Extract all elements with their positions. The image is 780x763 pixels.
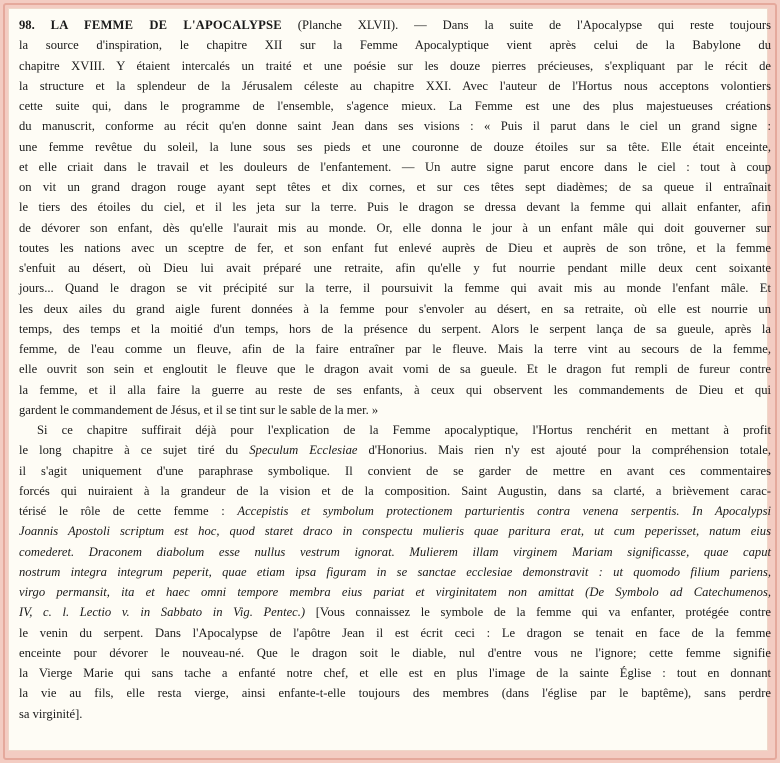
paragraph-1-line: s'enfuit au désert, où Dieu lui avait préparé une retraite, afin qu'elle y fut nourrie pendant mille deux cent soixante [19,261,771,275]
heading-line [19,15,771,35]
paragraph-2-line: la Vierge Marie qui sans tache a enfanté notre chef, et elle est en plus l'image de la sainte Église : tout en donnant [19,666,771,680]
latin-quote-line: Joannis Apostoli scriptum est hoc, quod staret draco in conspectu mulieris quae paritura erat, ut cum peperisset, natum eius [19,524,771,539]
paragraph-1-line: une femme revêtue du soleil, la lune sous ses pieds et une couronne de douze étoiles sur sa tête. Elle était enceinte, [19,139,771,154]
paragraph-2-line [19,602,771,622]
paragraph-1-line: du manuscrit, conforme au récit qu'en donne saint Jean dans ses visions : « Puis il parut dans le ciel un grand signe : [19,119,771,134]
paragraph-1-line: le tiers des étoiles du ciel, et il les jeta sur la terre. Puis le dragon se dressa devant la femme qui allait enfanter, afin [19,200,771,215]
paragraph-1-line: on vit un grand dragon rouge ayant sept têtes et dix cornes, et sur ces têtes sept diadèmes; de sa queue il entraînait [19,180,771,194]
paragraph-1-line: gardent le commandement de Jésus, et il se tint sur le sable de la mer. » [19,402,379,417]
paragraph-1-line: femme, de l'eau comme un fleuve, afin de la faire entraîner par le fleuve. Mais la terre vint au secours de la femme, [19,342,771,356]
article-text [19,15,771,724]
latin-citation: IV, c. l. Lectio v. in Sabbato in Vig. Pentec.) [19,605,306,620]
latin-quote-line: nostrum integra integrum peperit, quae etiam ipsa figuram in se sanctae ecclesiae demonstravit : ut quomodo filium pariens, [19,564,771,579]
paragraph-1-line: la structure et la splendeur de la Jérusalem céleste au chapitre XXI. Avec l'auteur de l'Hortus nous acceptons volontiers [19,78,771,93]
paragraph-1-line: — Dans la suite de l'Apocalypse qui reste toujours [414,18,772,32]
paragraph-2-line [19,501,771,521]
paragraph-1-line: cette suite qui, dans le programme de l'ensemble, s'agence mieux. La Femme est une des plus majestueuses créations [19,99,771,113]
text-run: le long chapitre à ce sujet tiré du [19,443,250,458]
paragraph-1-line: chapitre XVIII. Y étaient intercalés un traité et une poésie sur les douze pierres précieuses, s'expliquant par le récit de [19,58,771,73]
paragraph-1-line: temps, des temps et la moitié d'un temps, hors de la présence du serpent. Alors le serpent lança de sa gueule, après la [19,321,771,336]
paragraph-2-line: sa virginité]. [19,706,83,721]
article-number: 98. [19,18,35,32]
paragraph-1-line: les deux ailes du grand aigle furent données à la femme pour s'envoler au désert, en sa retraite, où elle est nourrie un [19,301,771,316]
document-page [9,9,772,750]
paragraph-2-line: Si ce chapitre suffirait déjà pour l'explication de la Femme apocalyptique, l'Hortus renchérit en mettant à profit [37,423,771,437]
paragraph-2-line [19,440,771,460]
text-run: d'Honorius. Mais rien n'y est ajouté pour la compréhension totale, [357,443,772,458]
latin-quote-line: virgo permansit, ita et haec omni tempore membra eius pariat et virginitatem non amittat (De Symbolo ad Catechumenos, [19,585,771,599]
latin-quote-line: comederet. Draconem diabolum esse nullus vestrum ignorat. Mulierem illam virginem Mariam significasse, quae caput [19,544,771,559]
paragraph-1-line: elle ouvrit son sein et engloutit le fleuve que le dragon avait vomi de sa gueule. Et le dragon fut rempli de fureur contre [19,362,771,377]
latin-quote: Accepistis et symbolum protectionem parturientis contra venena serpentis. In Apocalypsi [237,504,771,518]
article-title: LA FEMME DE L'APOCALYPSE [50,18,282,32]
paragraph-2-line: la vie au fils, elle resta vierge, ainsi enfante-t-elle toujours des membres (dans l'église par le baptême), sans perdre [19,686,771,701]
plate-reference: (Planche XLVII). [297,18,399,32]
paragraph-2-line: forcés qui nuiraient à la grandeur de la vision et de la composition. Saint Augustin, dans sa clarté, a brièvement carac- [19,483,771,498]
paragraph-1-line: toutes les nations avec un sceptre de fer, et son enfant fut enlevé auprès de Dieu et auprès de son trône, et la femme [19,240,771,255]
paragraph-2-line: le venin du serpent. Dans l'Apocalypse de l'apôtre Jean il est écrit ceci : Le dragon se tenait en face de la femme [19,625,771,640]
paragraph-1-line: et elle criait dans le travail et les douleurs de l'enfantement. — Un autre signe parut encore dans le ciel : tout à coup [19,159,771,174]
text-run: térisé le rôle de cette femme : [19,504,238,518]
text-run: [Vous connaissez le symbole de la femme qui va enfanter, protégée contre [305,605,771,620]
italic-title: Speculum Ecclesiae [249,443,358,458]
paragraph-2-line: enceinte pour dévorer le nouveau-né. Que le dragon soit le diable, nul d'entre vous ne l'ignore; cette femme signifie [19,645,771,660]
paragraph-2-line: il s'agit uniquement d'une paraphrase symbolique. Il convient de se garder de mettre en avant ces commentaires [19,463,771,478]
paragraph-1-line: jours... Quand le dragon se vit précipité sur la terre, il poursuivit la femme qui avait mis au monde l'enfant mâle. Et [19,281,771,296]
paragraph-1-line: la source d'inspiration, le chapitre XII sur la Femme Apocalyptique vient après celui de la Babylone du [19,38,771,53]
paragraph-1-line: la femme, et il alla faire la guerre au reste de ses enfants, à ceux qui observent les commandements de Dieu et qui [19,382,771,397]
paragraph-1-line: de dévorer son enfant, dès qu'elle l'aurait mis au monde. Or, elle donna le jour à un enfant mâle qui doit gouverner sur [19,220,771,235]
